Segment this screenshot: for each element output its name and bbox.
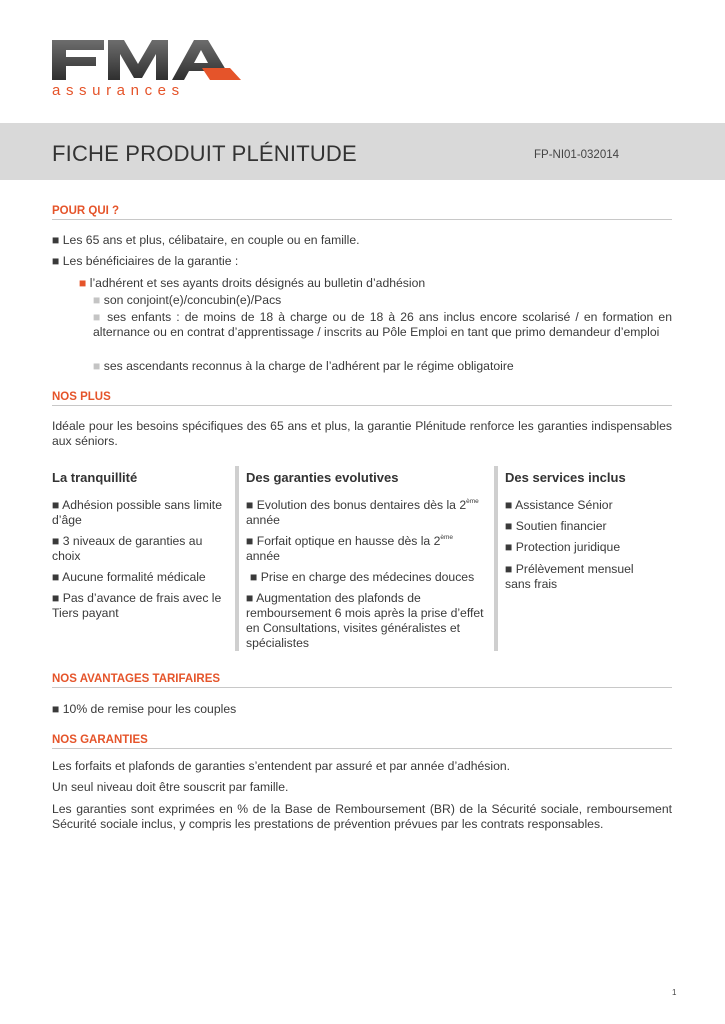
list-item-text: Aucune formalité médicale	[62, 570, 206, 584]
bullet-icon: ■	[52, 591, 60, 605]
column-title-services-inclus: Des services inclus	[505, 470, 626, 485]
list-item	[52, 254, 672, 269]
list-item-text: Evolution des bonus dentaires dès la 2	[256, 498, 467, 512]
column-title-tranquillite: La tranquillité	[52, 470, 138, 485]
bullet-icon: ■	[52, 534, 60, 548]
bullet-icon: ■	[93, 293, 101, 307]
list-item-text: Les 65 ans et plus, célibataire, en couple ou en famille.	[62, 233, 360, 247]
bullet-icon: ■	[505, 540, 513, 554]
column-divider	[494, 466, 498, 651]
bullet-icon: ■	[79, 276, 87, 290]
list-item	[246, 591, 490, 651]
list-item-text: Protection juridique	[515, 540, 621, 554]
garanties-paragraph: Les forfaits et plafonds de garanties s’entendent par assuré et par année d’adhésion.	[52, 759, 511, 773]
bullet-icon: ■	[52, 702, 60, 716]
bullet-icon: ■	[246, 498, 254, 512]
list-item-text: Prise en charge des médecines douces	[260, 570, 475, 584]
logo-subtitle: assurances	[52, 82, 185, 99]
list-item-text: Forfait optique en hausse dès la 2	[256, 534, 441, 548]
section-heading-nos-garanties: NOS GARANTIES	[52, 734, 672, 749]
list-item-text: ses enfants : de moins de 18 à charge ou de 18 à 26 ans inclus encore scolarisé / en formation en alternance ou en contrat d’apprentissage / inscrits au Pôle Emploi en tant que primo demandeur d’emploi	[93, 310, 672, 339]
list-item	[246, 498, 486, 528]
list-item-text: Adhésion possible sans limite d’âge	[52, 498, 222, 527]
list-item	[505, 498, 665, 513]
list-item-text: année	[246, 513, 280, 527]
list-item-text: ses ascendants reconnus à la charge de l’adhérent par le régime obligatoire	[103, 359, 514, 373]
list-item-text: 3 niveaux de garanties au choix	[52, 534, 203, 563]
list-item-text: l’adhérent et ses ayants droits désignés au bulletin d’adhésion	[89, 276, 426, 290]
list-item	[505, 562, 655, 592]
list-item	[246, 534, 486, 564]
document-reference: FP-NI01-032014	[534, 149, 620, 161]
list-item	[505, 519, 665, 534]
fma-logo	[52, 38, 244, 100]
section-heading-avantages-tarifaires: NOS AVANTAGES TARIFAIRES	[52, 673, 672, 688]
list-item	[93, 310, 672, 340]
list-item	[250, 570, 486, 585]
list-item-text: Pas d’avance de frais avec le Tiers payant	[52, 591, 222, 620]
page-number: 1	[672, 988, 677, 997]
bullet-icon: ■	[505, 562, 513, 576]
bullet-icon: ■	[250, 570, 258, 584]
garanties-paragraph: Les garanties sont exprimées en % de la Base de Remboursement (BR) de la Sécurité sociale, remboursement Sécurité sociale inclus, y compris les prestations de prévention prévues par les contrats responsables.	[52, 802, 672, 831]
list-item	[52, 591, 232, 621]
bullet-icon: ■	[52, 498, 60, 512]
bullet-icon: ■	[505, 519, 513, 533]
list-item	[52, 498, 232, 528]
list-item	[79, 276, 672, 291]
bullet-icon: ■	[93, 359, 101, 373]
list-item	[52, 534, 232, 564]
list-item-text: son conjoint(e)/concubin(e)/Pacs	[103, 293, 282, 307]
bullet-icon: ■	[52, 570, 60, 584]
bullet-icon: ■	[505, 498, 513, 512]
garanties-paragraph: Un seul niveau doit être souscrit par famille.	[52, 780, 289, 794]
section-heading-pour-qui: POUR QUI ?	[52, 205, 672, 220]
list-item	[93, 293, 672, 308]
bullet-icon: ■	[246, 534, 254, 548]
list-item-text: Prélèvement mensuel sans frais	[505, 562, 634, 591]
ordinal-superscript: ème	[466, 498, 479, 505]
ordinal-superscript: ème	[440, 534, 454, 541]
list-item	[93, 359, 672, 374]
bullet-icon: ■	[52, 254, 60, 268]
list-item	[52, 570, 232, 585]
page-title: FICHE PRODUIT PLÉNITUDE	[52, 141, 357, 166]
list-item-text: Augmentation des plafonds de remboursement 6 mois après la prise d’effet en Consultations, visites généralistes et spécialistes	[246, 591, 484, 650]
list-item-text: Les bénéficiaires de la garantie :	[62, 254, 239, 268]
section-heading-nos-plus: NOS PLUS	[52, 391, 672, 406]
nos-plus-intro: Idéale pour les besoins spécifiques des 65 ans et plus, la garantie Plénitude renforce les garanties indispensables aux séniors.	[52, 419, 672, 448]
bullet-icon: ■	[93, 310, 103, 324]
column-title-garanties-evolutives: Des garanties evolutives	[246, 470, 399, 485]
title-band	[0, 123, 725, 180]
bullet-icon: ■	[52, 233, 60, 247]
list-item-text: année	[246, 549, 280, 563]
bullet-icon: ■	[246, 591, 254, 605]
column-divider	[235, 466, 239, 651]
list-item	[52, 702, 672, 717]
list-item-text: Assistance Sénior	[515, 498, 613, 512]
list-item	[505, 540, 665, 555]
list-item-text: 10% de remise pour les couples	[62, 702, 237, 716]
list-item	[52, 233, 672, 248]
list-item-text: Soutien financier	[515, 519, 607, 533]
